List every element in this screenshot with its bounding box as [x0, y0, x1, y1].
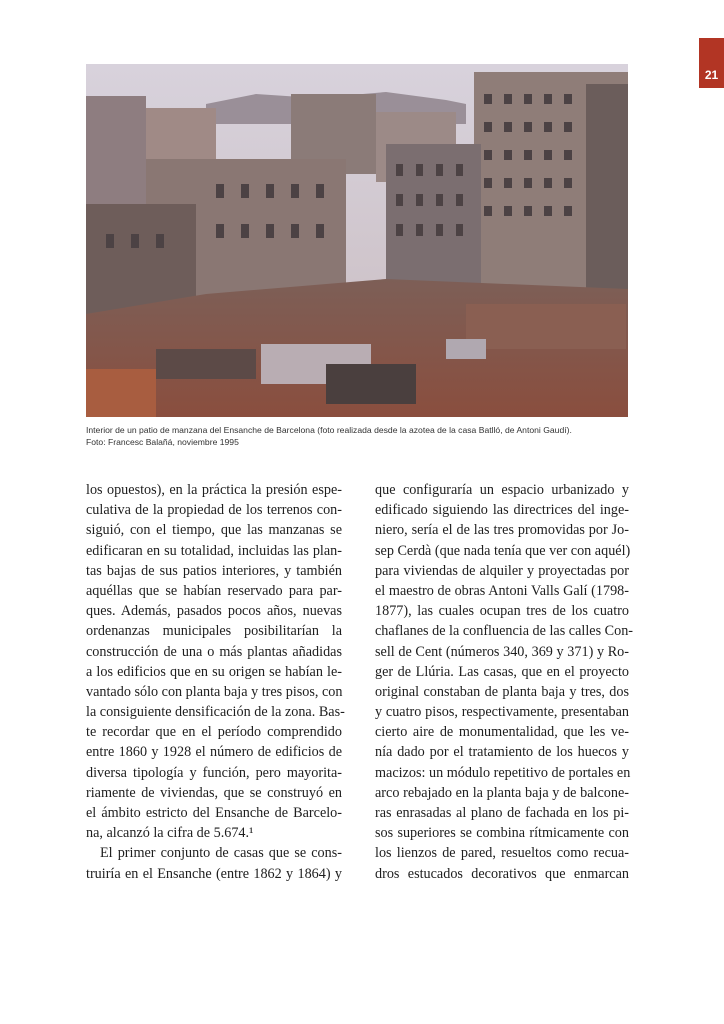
text-line: sell de Cent (números 340, 369 y 371) y Ro-: [375, 643, 629, 660]
text-line: ordenanzas municipales posibilitarían la: [86, 623, 342, 640]
text-line: chaflanes de la confluencia de las calles Con-: [375, 623, 634, 640]
text-line: ger de Llúria. Las casas, que en el proyecto: [375, 663, 629, 680]
text-line: el maestro de obras Antoni Valls Galí (1798-: [375, 582, 629, 599]
text-line: los opuestos), en la práctica la presión espe-: [86, 482, 342, 498]
text-line: arco rebajado en la planta baja y de balcone-: [375, 784, 629, 801]
text-line: aquéllas que se habían reservado para par-: [86, 582, 342, 599]
page-number-tab: [699, 38, 724, 88]
text-line: construcción de una o más plantas añadidas: [86, 643, 342, 660]
text-line: dros estucados decorativos que enmarcan: [375, 865, 629, 882]
text-line: El primer conjunto de casas que se cons-: [100, 845, 342, 862]
text-line: macizos: un módulo repetitivo de portales en: [375, 764, 631, 781]
text-line: nía dado por el tratamiento de los huecos y: [375, 744, 629, 761]
text-line: sos superiores se combina rítmicamente con: [375, 825, 629, 842]
text-line: ras enrasadas al plano de fachada en los pi-: [375, 805, 629, 821]
figure-caption: [86, 424, 646, 448]
text-line: edificaran en su totalidad, incluidas las plan-: [86, 542, 342, 559]
text-line: 1877), las cuales ocupan tres de los cuatro: [375, 603, 629, 620]
text-line: culativa de la propiedad de los terrenos con-: [86, 502, 342, 519]
caption-credit: Foto: Francesc Balañá, noviembre 1995: [86, 437, 239, 447]
text-line: na, alcanzó la cifra de 5.674.¹: [86, 825, 254, 842]
page-number: 21: [704, 68, 719, 82]
left-text-column: [86, 480, 345, 884]
text-line: niero, sería el de las tres promovidas por Jo-: [375, 522, 629, 539]
text-line: riamente de viviendas, que se construyó en: [86, 784, 342, 801]
text-line: edificado siguiendo las directrices del inge-: [375, 502, 629, 519]
courtyard-photo: [86, 64, 628, 417]
text-line: el ámbito estricto del Ensanche de Barcelo-: [86, 805, 342, 821]
text-line: para viviendas de alquiler y proyectadas por: [375, 562, 629, 579]
text-line: vantado sólo con planta baja y tres pisos, con: [86, 683, 343, 700]
text-line: a los edificios que en su origen se habían le-: [86, 663, 342, 680]
text-line: te recordar que en el período comprendido: [86, 724, 342, 741]
text-line: los lienzos de pared, resueltos como recua-: [375, 845, 629, 862]
caption-line: Interior de un patio de manzana del Ensanche de Barcelona (foto realizada desde la azotea de la casa Batlló, de Antoni Gaudí).: [86, 425, 572, 435]
text-line: que configuraría un espacio urbanizado y: [375, 482, 629, 498]
text-line: la consiguiente densificación de la zona. Bas-: [86, 704, 345, 721]
text-line: ques. Además, pasados pocos años, nuevas: [86, 603, 342, 620]
text-line: siguió, con el tiempo, que las manzanas se: [86, 522, 342, 539]
text-line: y cuatro pisos, respectivamente, presentaban: [375, 704, 629, 721]
text-line: truiría en el Ensanche (entre 1862 y 1864) y: [86, 865, 342, 882]
text-line: tas bajas de sus patios interiores, y también: [86, 562, 342, 579]
text-line: original constaban de planta baja y tres, dos: [375, 683, 629, 700]
right-text-column: [375, 480, 634, 884]
text-line: cierto aire de monumentalidad, que les ve-: [375, 724, 629, 741]
text-line: diversa tipología y función, pero mayorita-: [86, 764, 342, 781]
text-line: entre 1860 y 1928 el número de edificios de: [86, 744, 342, 761]
text-line: sep Cerdà (que nada tenía que ver con aquél): [375, 542, 631, 559]
